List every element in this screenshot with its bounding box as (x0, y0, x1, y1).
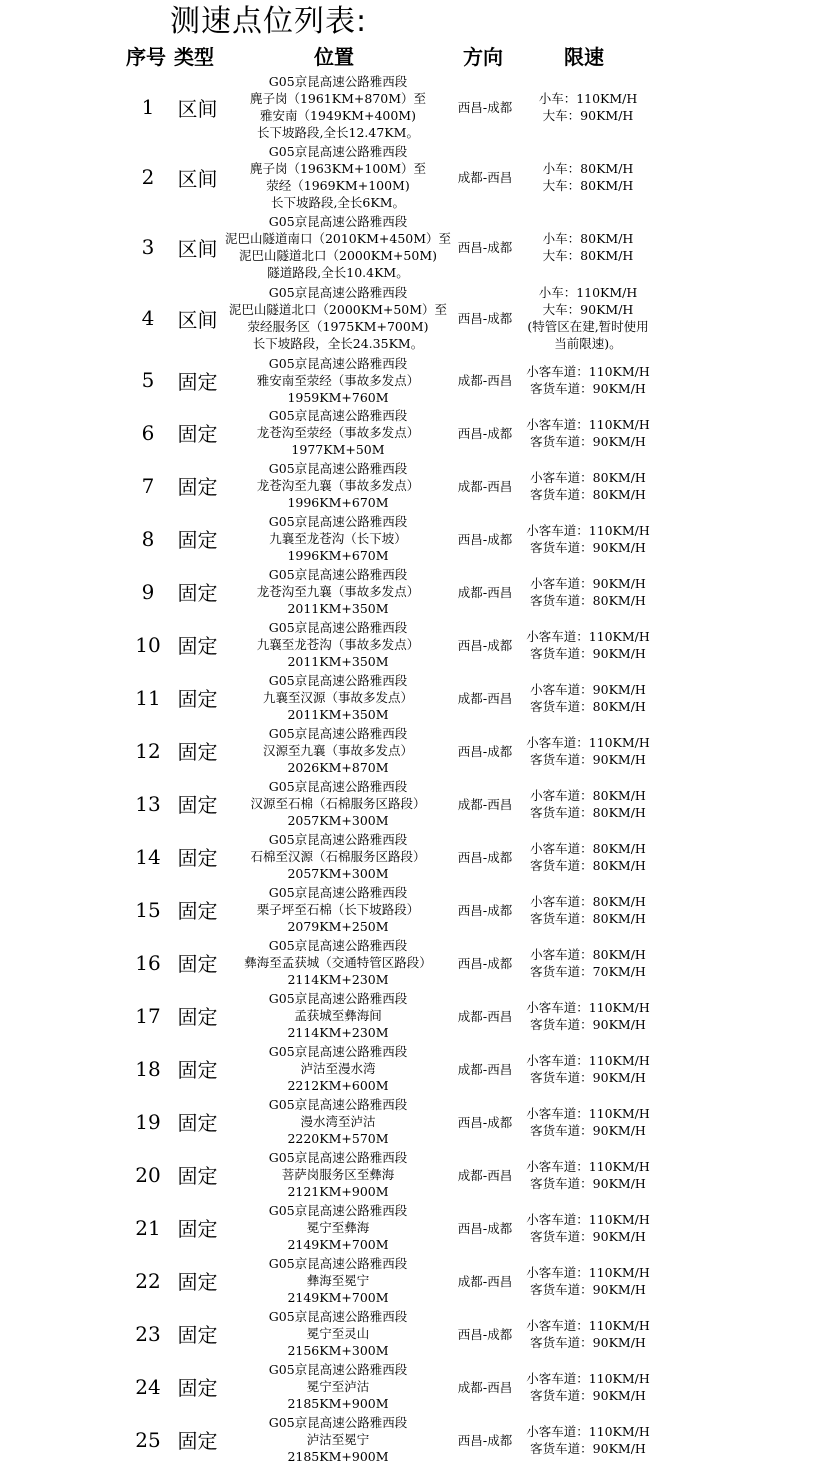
cell-location (222, 1042, 454, 1095)
cell-location (222, 1201, 454, 1254)
cell-no: 8 (141, 526, 155, 551)
cell-type: 固定 (177, 528, 218, 552)
location-line: G05京昆高速公路雅西段 (268, 1044, 408, 1059)
cell-direction: 成都-西昌 (457, 373, 513, 388)
cell-direction: 成都-西昌 (457, 170, 513, 185)
location-line: G05京昆高速公路雅西段 (268, 1309, 408, 1324)
cell-type: 固定 (177, 1323, 218, 1347)
cell-location (222, 1413, 454, 1466)
location-line: 龙苍沟至九襄（事故多发点） (256, 478, 420, 493)
table-row (0, 1307, 828, 1360)
limit-line: 客货车道：90KM/H (530, 1387, 646, 1403)
cell-no: 10 (135, 632, 161, 657)
limit-line: 客货车道：90KM/H (530, 381, 646, 396)
cell-location (222, 1360, 454, 1413)
location-line: G05京昆高速公路雅西段 (268, 620, 408, 635)
location-line: G05京昆高速公路雅西段 (268, 461, 408, 476)
location-line: G05京昆高速公路雅西段 (268, 355, 408, 371)
cell-direction: 西昌-成都 (457, 1220, 513, 1236)
limit-line: 小客车道：110KM/H (526, 364, 650, 379)
cell-no: 22 (135, 1268, 161, 1293)
limit-line: 小客车道：110KM/H (526, 1052, 650, 1068)
limit-line: 小客车道：80KM/H (530, 840, 646, 856)
limit-line: 小客车道：110KM/H (526, 416, 650, 432)
location-line: 1959KM+760M (287, 389, 389, 405)
location-line: 泥巴山隧道北口（2000KM+50M) (238, 248, 437, 263)
limit-line: 客货车道：90KM/H (530, 1069, 646, 1085)
cell-type: 区间 (177, 166, 218, 191)
location-line: 2011KM+350M (287, 707, 389, 722)
location-line: 漫水湾至泸沽 (300, 1114, 376, 1129)
table-row (0, 512, 828, 565)
location-line: G05京昆高速公路雅西段 (268, 1362, 408, 1377)
cell-limit (516, 883, 660, 936)
cell-no: 17 (135, 1003, 161, 1028)
table-row (0, 72, 828, 142)
cell-location (222, 1254, 454, 1307)
header-direction: 方向 (463, 45, 503, 69)
location-line: 2149KM+700M (287, 1290, 389, 1305)
location-line: G05京昆高速公路雅西段 (268, 1415, 408, 1430)
cell-limit (516, 1201, 660, 1254)
table-row (0, 142, 828, 212)
cell-no: 25 (135, 1427, 161, 1452)
table-row (0, 936, 828, 989)
limit-line: 客货车道：80KM/H (530, 486, 646, 502)
location-line: 2114KM+230M (287, 1025, 389, 1040)
cell-location (222, 1095, 454, 1148)
location-line: 汉源至九襄（事故多发点） (262, 743, 413, 758)
location-line: 龙苍沟至荥经（事故多发点） (256, 425, 420, 440)
cell-limit (516, 354, 660, 406)
cell-type: 固定 (177, 475, 218, 499)
limit-line: 小车：110KM/H (538, 285, 638, 300)
cell-direction: 成都-西昌 (457, 690, 513, 706)
table-row (0, 459, 828, 512)
location-line: G05京昆高速公路雅西段 (268, 938, 408, 953)
cell-direction: 西昌-成都 (457, 425, 513, 441)
location-line: 2057KM+300M (287, 813, 389, 828)
cell-direction: 西昌-成都 (457, 100, 513, 115)
limit-line: 小车：80KM/H (542, 161, 634, 176)
location-line: G05京昆高速公路雅西段 (268, 1203, 408, 1218)
location-line: 长下坡路段,全长12.47KM。 (257, 125, 419, 140)
cell-direction: 西昌-成都 (457, 955, 513, 971)
location-line: 龙苍沟至九襄（事故多发点） (256, 584, 420, 599)
cell-type: 固定 (177, 687, 218, 711)
table-row (0, 1413, 828, 1466)
location-line: G05京昆高速公路雅西段 (268, 408, 408, 423)
limit-line: 小车：80KM/H (542, 231, 634, 246)
cell-type: 区间 (177, 236, 218, 261)
location-line: G05京昆高速公路雅西段 (268, 832, 408, 847)
location-line: G05京昆高速公路雅西段 (268, 144, 408, 159)
location-line: 2011KM+350M (287, 654, 389, 669)
cell-limit (516, 212, 660, 282)
location-line: 2212KM+600M (287, 1078, 389, 1093)
location-line: 2057KM+300M (287, 866, 389, 881)
limit-line: 客货车道：90KM/H (530, 1016, 646, 1032)
cell-no: 16 (135, 950, 161, 975)
cell-limit (516, 72, 660, 142)
location-line: G05京昆高速公路雅西段 (268, 726, 408, 741)
location-line: G05京昆高速公路雅西段 (268, 1256, 408, 1271)
cell-direction: 西昌-成都 (457, 1326, 513, 1342)
cell-limit (516, 512, 660, 565)
location-line: 2185KM+900M (287, 1449, 389, 1464)
location-line: 荥经服务区（1975KM+700M) (247, 319, 429, 334)
cell-no: 6 (141, 420, 155, 445)
location-line: 长下坡路段，全长24.35KM。 (252, 336, 424, 351)
cell-location (222, 142, 454, 212)
location-line: 1996KM+670M (287, 495, 389, 510)
table-row (0, 724, 828, 777)
limit-line: 客货车道：90KM/H (530, 1281, 646, 1297)
limit-line: 客货车道：80KM/H (530, 857, 646, 873)
page-title: 测速点位列表: (170, 4, 368, 39)
cell-direction: 成都-西昌 (457, 478, 513, 494)
table-row (0, 565, 828, 618)
limit-line: 客货车道：90KM/H (530, 645, 646, 661)
table-row (0, 1148, 828, 1201)
table-row (0, 1042, 828, 1095)
location-line: 2156KM+300M (287, 1343, 389, 1358)
cell-direction: 西昌-成都 (457, 1114, 513, 1130)
location-line: 1977KM+50M (291, 442, 385, 457)
cell-no: 7 (141, 473, 155, 498)
limit-line: 客货车道：80KM/H (530, 698, 646, 714)
cell-no: 3 (141, 235, 155, 259)
cell-direction: 成都-西昌 (457, 584, 513, 600)
location-line: 长下坡路段,全长6KM。 (270, 195, 406, 210)
cell-direction: 成都-西昌 (457, 796, 513, 812)
location-line: G05京昆高速公路雅西段 (268, 1097, 408, 1112)
limit-line: 小客车道：80KM/H (530, 787, 646, 803)
location-line: 麂子岗（1961KM+870M）至 (249, 91, 427, 106)
cell-limit (516, 724, 660, 777)
location-line: 冕宁至灵山 (306, 1326, 370, 1341)
location-line: 麂子岗（1963KM+100M）至 (249, 161, 427, 176)
cell-type: 固定 (177, 581, 218, 605)
cell-direction: 成都-西昌 (457, 1273, 513, 1289)
cell-no: 5 (141, 368, 155, 392)
cell-limit (516, 1042, 660, 1095)
cell-type: 固定 (177, 1058, 218, 1082)
location-line: G05京昆高速公路雅西段 (268, 885, 408, 900)
location-line: G05京昆高速公路雅西段 (268, 74, 408, 89)
table-row (0, 830, 828, 883)
cell-limit (516, 671, 660, 724)
table-row (0, 406, 828, 459)
cell-no: 21 (135, 1215, 161, 1240)
cell-type: 固定 (177, 1270, 218, 1294)
table-row (0, 883, 828, 936)
limit-line: (特管区在建,暂时使用 (527, 319, 649, 334)
location-line: 1996KM+670M (287, 548, 389, 563)
cell-direction: 西昌-成都 (457, 902, 513, 918)
cell-type: 固定 (177, 952, 218, 976)
header-location: 位置 (314, 45, 354, 69)
location-line: G05京昆高速公路雅西段 (268, 214, 408, 229)
limit-line: 小客车道：90KM/H (530, 681, 646, 697)
cell-direction: 西昌-成都 (457, 637, 513, 653)
cell-direction: 西昌-成都 (457, 531, 513, 547)
limit-line: 客货车道：90KM/H (530, 751, 646, 767)
cell-direction: 西昌-成都 (457, 849, 513, 865)
cell-location (222, 883, 454, 936)
location-line: 2114KM+230M (287, 972, 389, 987)
table-row (0, 354, 828, 406)
table-header (0, 42, 828, 72)
cell-limit (516, 282, 660, 354)
location-line: 汉源至石棉（石棉服务区路段） (250, 796, 426, 811)
location-line: 2026KM+870M (287, 760, 389, 775)
cell-no: 9 (141, 579, 155, 604)
limit-line: 小客车道：80KM/H (530, 469, 646, 485)
cell-no: 14 (135, 844, 161, 869)
limit-line: 客货车道：90KM/H (530, 1334, 646, 1350)
cell-no: 4 (141, 306, 155, 330)
cell-location (222, 512, 454, 565)
location-line: 2121KM+900M (287, 1184, 389, 1199)
limit-line: 小客车道：110KM/H (526, 999, 650, 1015)
limit-line: 小客车道：80KM/H (530, 946, 646, 962)
cell-location (222, 565, 454, 618)
location-line: 九襄至龙苍沟（事故多发点） (256, 637, 420, 652)
location-line: G05京昆高速公路雅西段 (268, 991, 408, 1006)
limit-line: 小车：110KM/H (538, 91, 638, 106)
location-line: 雅安南至荥经（事故多发点） (256, 372, 420, 388)
cell-limit (516, 1148, 660, 1201)
cell-type: 固定 (177, 793, 218, 817)
cell-type: 固定 (177, 1429, 218, 1453)
location-line: 孟获城至彝海间 (294, 1008, 382, 1023)
location-line: 2011KM+350M (287, 601, 389, 616)
cell-limit (516, 565, 660, 618)
cell-location (222, 212, 454, 282)
location-line: 石棉至汉源（石棉服务区路段） (250, 849, 426, 864)
cell-location (222, 618, 454, 671)
table-row (0, 671, 828, 724)
cell-limit (516, 1360, 660, 1413)
cell-no: 15 (135, 897, 161, 922)
location-line: 2185KM+900M (287, 1396, 389, 1411)
cell-no: 23 (135, 1321, 161, 1346)
cell-type: 固定 (177, 846, 218, 870)
limit-line: 小客车道：110KM/H (526, 628, 650, 644)
location-line: 九襄至龙苍沟（长下坡） (269, 531, 407, 546)
limit-line: 小客车道：110KM/H (526, 1317, 650, 1333)
location-line: 荥经（1969KM+100M) (266, 178, 410, 193)
limit-line: 大车：80KM/H (542, 178, 634, 193)
location-line: 冕宁至泸沽 (306, 1379, 370, 1394)
cell-location (222, 830, 454, 883)
cell-type: 固定 (177, 1005, 218, 1029)
limit-line: 小客车道：110KM/H (526, 1423, 650, 1439)
cell-type: 区间 (177, 96, 218, 121)
location-line: 雅安南（1949KM+400M) (260, 108, 416, 123)
cell-limit (516, 1254, 660, 1307)
cell-type: 固定 (177, 422, 218, 446)
cell-location (222, 1307, 454, 1360)
cell-location (222, 406, 454, 459)
cell-type: 固定 (177, 1111, 218, 1135)
cell-type: 固定 (177, 899, 218, 923)
cell-no: 2 (141, 165, 155, 189)
cell-location (222, 354, 454, 406)
cell-location (222, 936, 454, 989)
location-line: G05京昆高速公路雅西段 (268, 514, 408, 529)
limit-line: 客货车道：90KM/H (530, 1440, 646, 1456)
limit-line: 客货车道：90KM/H (530, 1228, 646, 1244)
cell-type: 固定 (177, 1217, 218, 1241)
limit-line: 小客车道：110KM/H (526, 1105, 650, 1121)
cell-direction: 成都-西昌 (457, 1008, 513, 1024)
limit-line: 客货车道：90KM/H (530, 1122, 646, 1138)
header-limit: 限速 (564, 45, 604, 69)
cell-limit (516, 830, 660, 883)
table-row (0, 618, 828, 671)
location-line: 彝海至冕宁 (306, 1273, 370, 1288)
limit-line: 客货车道：80KM/H (530, 804, 646, 820)
cell-location (222, 1148, 454, 1201)
location-line: 冕宁至彝海 (306, 1220, 370, 1235)
table-row (0, 1360, 828, 1413)
location-line: 九襄至汉源（事故多发点） (262, 690, 413, 705)
cell-type: 固定 (177, 634, 218, 658)
limit-line: 小客车道：110KM/H (526, 1158, 650, 1174)
cell-type: 区间 (177, 307, 218, 332)
table-row (0, 1095, 828, 1148)
location-line: 彝海至孟获城（交通特管区路段） (244, 955, 432, 970)
cell-type: 固定 (177, 1164, 218, 1188)
location-line: G05京昆高速公路雅西段 (268, 779, 408, 794)
cell-location (222, 459, 454, 512)
cell-location (222, 989, 454, 1042)
location-line: G05京昆高速公路雅西段 (268, 673, 408, 688)
limit-line: 客货车道：80KM/H (530, 592, 646, 608)
cell-no: 20 (135, 1162, 161, 1187)
cell-type: 固定 (177, 369, 218, 394)
limit-line: 小客车道：110KM/H (526, 1370, 650, 1386)
location-line: 隧道路段,全长10.4KM。 (267, 265, 409, 280)
cell-location (222, 777, 454, 830)
location-line: 2220KM+570M (287, 1131, 389, 1146)
cell-direction: 成都-西昌 (457, 1167, 513, 1183)
cell-limit (516, 777, 660, 830)
cell-no: 11 (135, 685, 161, 710)
location-line: 泸沽至漫水湾 (300, 1061, 376, 1076)
table-row (0, 282, 828, 354)
cell-direction: 西昌-成都 (457, 240, 513, 255)
cell-location (222, 72, 454, 142)
location-line: 泸沽至冕宁 (306, 1432, 370, 1447)
header-type: 类型 (174, 45, 214, 69)
location-line: 泥巴山隧道北口（2000KM+50M）至 (228, 302, 448, 317)
limit-line: 客货车道：90KM/H (530, 433, 646, 449)
cell-limit (516, 142, 660, 212)
limit-line: 小客车道：80KM/H (530, 893, 646, 909)
location-line: 泥巴山隧道南口（2010KM+450M）至 (224, 231, 452, 246)
cell-no: 19 (135, 1109, 161, 1134)
limit-line: 客货车道：90KM/H (530, 1175, 646, 1191)
table-row (0, 1201, 828, 1254)
cell-limit (516, 1413, 660, 1466)
limit-line: 小客车道：90KM/H (530, 575, 646, 591)
cell-no: 18 (135, 1056, 161, 1081)
table-row (0, 1254, 828, 1307)
limit-line: 客货车道：90KM/H (530, 539, 646, 555)
table-row (0, 777, 828, 830)
cell-limit (516, 1307, 660, 1360)
limit-line: 小客车道：110KM/H (526, 522, 650, 538)
cell-location (222, 671, 454, 724)
cell-type: 固定 (177, 1376, 218, 1400)
cell-direction: 西昌-成都 (457, 1432, 513, 1448)
cell-limit (516, 618, 660, 671)
location-line: G05京昆高速公路雅西段 (268, 567, 408, 582)
location-line: G05京昆高速公路雅西段 (268, 1150, 408, 1165)
cell-limit (516, 989, 660, 1042)
limit-line: 大车：90KM/H (542, 108, 634, 123)
cell-location (222, 282, 454, 354)
location-line: 2149KM+700M (287, 1237, 389, 1252)
location-line: 2079KM+250M (287, 919, 389, 934)
cell-location (222, 724, 454, 777)
cell-direction: 成都-西昌 (457, 1061, 513, 1077)
cell-direction: 西昌-成都 (457, 743, 513, 759)
cell-limit (516, 459, 660, 512)
cell-type: 固定 (177, 740, 218, 764)
cell-limit (516, 936, 660, 989)
limit-line: 客货车道：70KM/H (530, 963, 646, 979)
cell-limit (516, 406, 660, 459)
cell-limit (516, 1095, 660, 1148)
cell-no: 24 (135, 1374, 161, 1399)
location-line: 栗子坪至石棉（长下坡路段） (256, 902, 420, 917)
location-line: 菩萨岗服务区至彝海 (281, 1167, 395, 1182)
table-row (0, 212, 828, 282)
cell-direction: 西昌-成都 (457, 311, 513, 326)
cell-no: 12 (135, 738, 161, 763)
limit-line: 小客车道：110KM/H (526, 1264, 650, 1280)
header-no: 序号 (126, 45, 166, 69)
limit-line: 小客车道：110KM/H (526, 734, 650, 750)
cell-no: 1 (141, 95, 155, 119)
limit-line: 小客车道：110KM/H (526, 1211, 650, 1227)
cell-direction: 成都-西昌 (457, 1379, 513, 1395)
limit-line: 大车：80KM/H (542, 248, 634, 263)
limit-line: 客货车道：80KM/H (530, 910, 646, 926)
table-row (0, 989, 828, 1042)
limit-line: 大车：90KM/H (542, 302, 634, 317)
location-line: G05京昆高速公路雅西段 (268, 285, 408, 300)
cell-no: 13 (135, 791, 161, 816)
limit-line: 当前限速)。 (554, 336, 622, 351)
